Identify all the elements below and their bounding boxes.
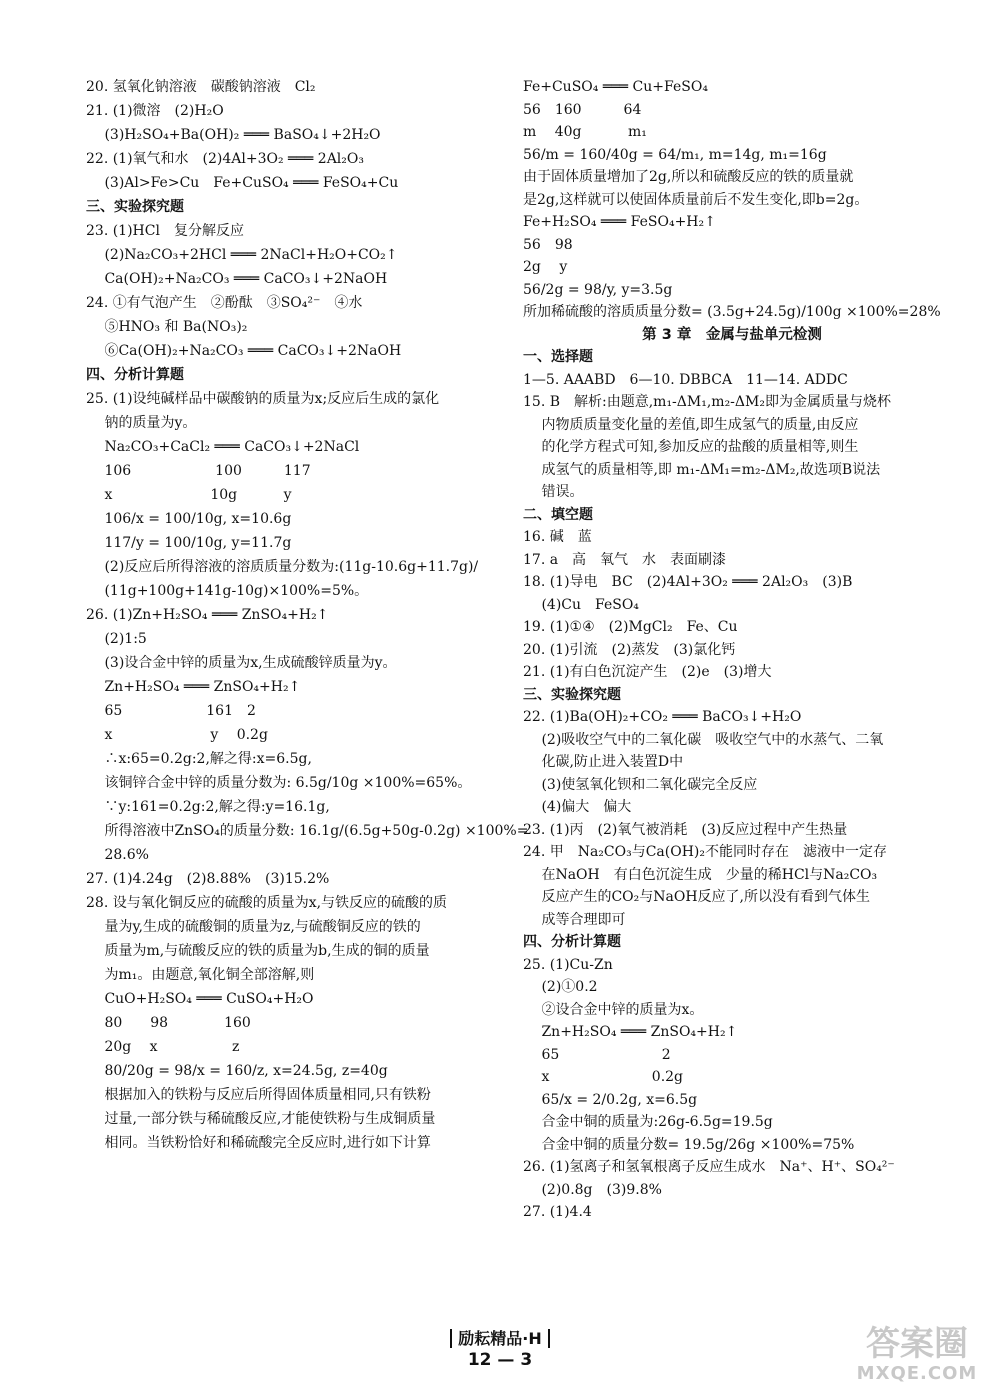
text-line: 25. (1)Cu-Zn [523, 956, 613, 973]
text-line: x 10g y [86, 487, 292, 503]
text-line: 是2g,这样就可以使固体质量前后不发生变化,即b=2g。 [523, 191, 869, 208]
text-line: (3)H₂SO₄+Ba(OH)₂ ═══ BaSO₄↓+2H₂O [86, 127, 381, 143]
text-line: 过量,一部分铁与稀硫酸反应,才能使铁粉与生成铜质量 [86, 1111, 436, 1127]
text-line: 24. ①有气泡产生 ②酚酞 ③SO₄²⁻ ④水 [86, 295, 363, 311]
text-line: 25. (1)设纯碱样品中碳酸钠的质量为x;反应后生成的氯化 [86, 391, 440, 407]
text-line: 15. B 解析:由题意,m₁-ΔM₁,m₂-ΔM₂即为金属质量与烧杯 [523, 394, 891, 410]
watermark-text: 答案圈 [866, 1324, 968, 1364]
text-line: CuO+H₂SO₄ ═══ CuSO₄+H₂O [86, 991, 314, 1007]
text-line: x 0.2g [523, 1069, 684, 1085]
text-line: 量为y,生成的硫酸铜的质量为z,与硫酸铜反应的铁的 [86, 919, 421, 935]
text-line: 80 98 160 [86, 1015, 251, 1031]
text-line: 26. (1)Zn+H₂SO₄ ═══ ZnSO₄+H₂↑ [86, 607, 329, 623]
section-heading: 二、填空题 [523, 506, 593, 523]
text-line: 21. (1)有白色沉淀产生 (2)e (3)增大 [523, 664, 772, 680]
text-line: 为m₁。由题意,氧化铜全部溶解,则 [86, 967, 315, 983]
text-line: ②设合金中锌的质量为x。 [523, 1001, 704, 1018]
section-heading: 四、分析计算题 [523, 934, 621, 950]
text-line: 19. (1)①④ (2)MgCl₂ Fe、Cu [523, 619, 738, 635]
text-line: Zn+H₂SO₄ ═══ ZnSO₄+H₂↑ [86, 679, 301, 695]
text-line: 1—5. AAABD 6—10. DBBCA 11—14. ADDC [523, 371, 848, 388]
text-line: (4)Cu FeSO₄ [523, 596, 639, 613]
text-line: (2)Na₂CO₃+2HCl ═══ 2NaCl+H₂O+CO₂↑ [86, 247, 398, 263]
text-line: m 40g m₁ [523, 124, 647, 140]
text-line: Zn+H₂SO₄ ═══ ZnSO₄+H₂↑ [523, 1024, 738, 1040]
text-line: 28.6% [86, 847, 149, 863]
text-line: 2g y [523, 259, 568, 275]
text-line: 27. (1)4.24g (2)8.88% (3)15.2% [86, 871, 330, 887]
text-line: 23. (1)丙 (2)氧气被消耗 (3)反应过程中产生热量 [523, 821, 848, 838]
text-line: (2)吸收空气中的二氧化碳 吸收空气中的水蒸气、二氧 [523, 731, 884, 748]
text-line: Ca(OH)₂+Na₂CO₃ ═══ CaCO₃↓+2NaOH [86, 271, 388, 287]
text-line: 80/20g = 98/x = 160/z, x=24.5g, z=40g [86, 1063, 388, 1079]
text-line: (2)0.8g (3)9.8% [523, 1181, 662, 1198]
section-heading: 一、选择题 [523, 349, 593, 365]
watermark-logo [842, 1325, 992, 1384]
text-line: 相同。当铁粉恰好和稀硫酸完全反应时,进行如下计算 [86, 1135, 431, 1151]
text-line: 合金中铜的质量分数= 19.5g/26g ×100%=75% [523, 1136, 855, 1153]
text-line: (2)①0.2 [523, 979, 598, 995]
text-line: 26. (1)氢离子和氢氧根离子反应生成水 Na⁺、H⁺、SO₄²⁻ [523, 1159, 895, 1175]
chapter-title: 第 3 章 金属与盐单元检测 [642, 326, 822, 343]
text-line: 在NaOH 有白色沉淀生成 少量的稀HCl与Na₂CO₃ [523, 866, 878, 883]
section-heading: 三、实验探究题 [523, 686, 621, 703]
text-line: 22. (1)Ba(OH)₂+CO₂ ═══ BaCO₃↓+H₂O [523, 709, 802, 725]
text-line: ∴x:65=0.2g:2,解之得:x=6.5g, [86, 751, 312, 767]
text-line: 17. a 高 氧气 水 表面刷漆 [523, 551, 727, 568]
text-line: 106 100 117 [86, 463, 311, 479]
text-line: x y 0.2g [86, 727, 268, 743]
text-line: 56 98 [523, 236, 573, 253]
text-line: (4)偏大 偏大 [523, 799, 632, 815]
text-line: Na₂CO₃+CaCl₂ ═══ CaCO₃↓+2NaCl [86, 439, 360, 455]
text-line: 化碳,防止进入装置D中 [523, 754, 684, 770]
text-line: 65 2 [523, 1046, 671, 1063]
text-line: 65/x = 2/0.2g, x=6.5g [523, 1091, 698, 1108]
text-line: (11g+100g+141g-10g)×100%=5%。 [86, 583, 369, 599]
text-line: 56/2g = 98/y, y=3.5g [523, 281, 673, 298]
text-line: 成氢气的质量相等,即 m₁-ΔM₁=m₂-ΔM₂,故选项B说法 [523, 461, 881, 478]
text-line: 由于固体质量增加了2g,所以和硫酸反应的铁的质量就 [523, 169, 854, 185]
text-line: (3)设合金中锌的质量为x,生成硫酸锌质量为y。 [86, 655, 397, 671]
text-line: 20g x z [86, 1039, 240, 1055]
text-line: ∵y:161=0.2g:2,解之得:y=16.1g, [86, 799, 330, 815]
text-line: 该铜锌合金中锌的质量分数为: 6.5g/10g ×100%=65%。 [86, 775, 472, 791]
text-line: 钠的质量为y。 [86, 415, 197, 431]
text-line: 反应产生的CO₂与NaOH反应了,所以没有看到气体生 [523, 889, 870, 905]
text-line: 117/y = 100/10g, y=11.7g [86, 535, 292, 551]
text-line: 27. (1)4.4 [523, 1204, 592, 1220]
text-line: 24. 甲 Na₂CO₃与Ca(OH)₂不能同时存在 滤液中一定存 [523, 844, 888, 860]
text-line: 所得溶液中ZnSO₄的质量分数: 16.1g/(6.5g+50g-0.2g) ×100%= [86, 823, 529, 839]
watermark-url: MXQE.COM [856, 1363, 978, 1384]
text-line: 56 160 64 [523, 101, 642, 118]
text-line: 合金中铜的质量为:26g-6.5g=19.5g [523, 1114, 773, 1130]
text-line: 根据加入的铁粉与反应后所得固体质量相同,只有铁粉 [86, 1087, 431, 1103]
section-heading: 四、分析计算题 [86, 367, 184, 383]
text-line: 20. 氢氧化钠溶液 碳酸钠溶液 Cl₂ [86, 79, 316, 95]
text-line: (2)1:5 [86, 631, 147, 647]
text-line: 所加稀硫酸的溶质质量分数= (3.5g+24.5g)/100g ×100%=28% [523, 304, 941, 320]
text-line: (3)使氢氧化钡和二氧化碳完全反应 [523, 776, 758, 793]
text-line: ⑥Ca(OH)₂+Na₂CO₃ ═══ CaCO₃↓+2NaOH [86, 343, 402, 359]
text-line: ⑤HNO₃ 和 Ba(NO₃)₂ [86, 319, 248, 335]
text-line: 56/m = 160/40g = 64/m₁, m=14g, m₁=16g [523, 146, 827, 163]
text-line: 20. (1)引流 (2)蒸发 (3)氯化钙 [523, 641, 736, 658]
text-line: 18. (1)导电 BC (2)4Al+3O₂ ═══ 2Al₂O₃ (3)B [523, 574, 853, 590]
text-line: 的化学方程式可知,参加反应的盐酸的质量相等,则生 [523, 439, 859, 455]
text-line: (3)Al>Fe>Cu Fe+CuSO₄ ═══ FeSO₄+Cu [86, 175, 399, 191]
text-line: 16. 碱 蓝 [523, 529, 592, 545]
text-line: 质量为m,与硫酸反应的铁的质量为b,生成的铜的质量 [86, 943, 430, 959]
text-line: (2)反应后所得溶液的溶质质量分数为:(11g-10.6g+11.7g)/ [86, 559, 479, 575]
section-heading: 三、实验探究题 [86, 199, 184, 215]
text-line: 内物质质量变化量的差值,即生成氢气的质量,由反应 [523, 416, 859, 433]
text-line: 22. (1)氧气和水 (2)4Al+3O₂ ═══ 2Al₂O₃ [86, 151, 364, 167]
text-line: 成等合理即可 [523, 911, 626, 928]
page-number: 12 — 3 [467, 1350, 533, 1370]
text-line: Fe+H₂SO₄ ═══ FeSO₄+H₂↑ [523, 214, 716, 230]
brand-label: 励耘精品·H [450, 1329, 549, 1348]
text-line: 28. 设与氧化铜反应的硫酸的质量为x,与铁反应的硫酸的质 [86, 895, 448, 911]
text-line: 错误。 [523, 484, 584, 500]
text-line: 21. (1)微溶 (2)H₂O [86, 103, 224, 119]
text-line: 106/x = 100/10g, x=10.6g [86, 511, 292, 527]
text-line: 65 161 2 [86, 703, 256, 719]
text-line: Fe+CuSO₄ ═══ Cu+FeSO₄ [523, 79, 708, 95]
text-line: 23. (1)HCl 复分解反应 [86, 223, 244, 239]
